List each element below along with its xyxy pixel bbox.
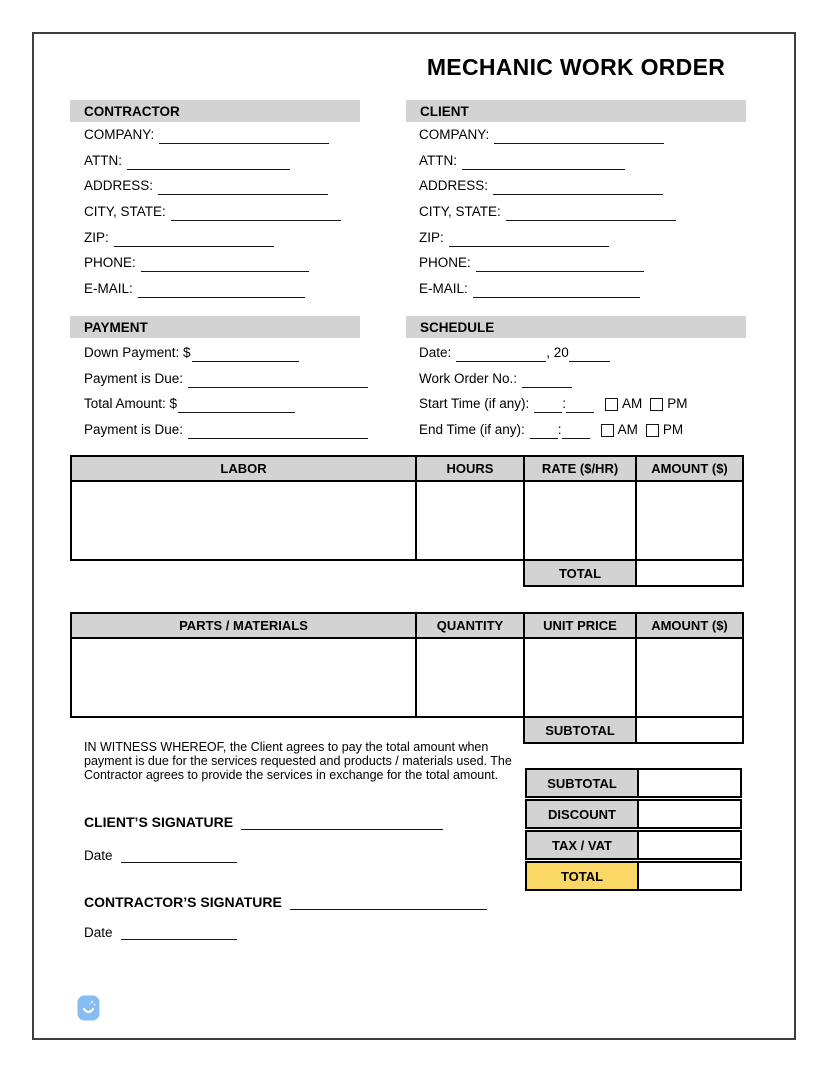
labor-total-row (71, 560, 743, 586)
field-label: PHONE: (84, 255, 136, 271)
date-label: Date (84, 925, 113, 940)
field-row (419, 276, 676, 302)
labor-body-row (71, 481, 743, 560)
field-label: Work Order No.: (419, 370, 518, 386)
date-line[interactable] (121, 847, 237, 863)
year-prefix: , 20 (546, 345, 569, 361)
app-logo-icon (77, 995, 100, 1021)
parts-col-header: PARTS / MATERIALS (71, 613, 416, 638)
field-label: Payment is Due: (84, 370, 184, 386)
am-label: AM (622, 396, 643, 412)
blank-line[interactable] (462, 155, 625, 170)
contractor-signature-row (84, 894, 487, 910)
schedule-section-header: SCHEDULE (406, 316, 746, 338)
blank-line[interactable] (456, 347, 546, 362)
pm-checkbox[interactable] (650, 398, 663, 411)
labor-header-row (71, 456, 743, 481)
page-title: MECHANIC WORK ORDER (426, 54, 726, 80)
parts-header-row (71, 613, 743, 638)
contractor-signature-label: CONTRACTOR’S SIGNATURE (84, 894, 282, 910)
blank-line[interactable] (449, 232, 609, 247)
tax-vat-value-cell[interactable] (639, 830, 742, 860)
field-label: ATTN: (84, 152, 122, 168)
blank-line[interactable] (138, 283, 305, 298)
tax-vat-label: TAX / VAT (525, 830, 639, 860)
spacer-cell (71, 560, 524, 586)
labor-table (70, 455, 744, 587)
amount-col-header: AMOUNT ($) (636, 613, 743, 638)
schedule-work-order-row (419, 366, 688, 392)
labor-input-cell[interactable] (71, 481, 416, 560)
schedule-date-row (419, 340, 688, 366)
schedule-start-time-row (419, 391, 688, 417)
field-row (84, 391, 368, 417)
payment-section-header: PAYMENT (70, 316, 360, 338)
field-row (419, 250, 676, 276)
total-label: TOTAL (525, 861, 639, 891)
payment-fields (84, 340, 368, 442)
field-label: ADDRESS: (419, 178, 489, 194)
totals-box (525, 768, 742, 892)
field-row (84, 224, 341, 250)
blank-line[interactable] (127, 155, 290, 170)
discount-value-cell[interactable] (639, 799, 742, 829)
client-date-row (84, 847, 237, 863)
blank-line[interactable] (473, 283, 640, 298)
labor-col-header: LABOR (71, 456, 416, 481)
labor-total-label: TOTAL (524, 560, 636, 586)
rate-col-header: RATE ($/HR) (524, 456, 636, 481)
blank-line[interactable] (493, 180, 663, 195)
field-row (84, 340, 368, 366)
time-colon: : (557, 422, 562, 438)
total-row (525, 861, 742, 891)
blank-line[interactable] (476, 257, 644, 272)
field-row (419, 173, 676, 199)
blank-line[interactable] (562, 424, 590, 439)
blank-line[interactable] (114, 232, 274, 247)
amount-col-header: AMOUNT ($) (636, 456, 743, 481)
blank-line[interactable] (188, 424, 368, 439)
field-row (84, 199, 341, 225)
parts-table (70, 612, 744, 744)
field-label: Payment is Due: (84, 422, 184, 438)
blank-line[interactable] (178, 398, 295, 413)
field-label: Start Time (if any): (419, 396, 530, 412)
client-fields (419, 122, 676, 301)
field-row (84, 366, 368, 392)
parts-body-row (71, 638, 743, 717)
time-colon: : (562, 396, 567, 412)
field-label: CITY, STATE: (419, 204, 501, 220)
field-label: E-MAIL: (84, 280, 133, 296)
subtotal-value-cell[interactable] (639, 768, 742, 798)
field-label: Down Payment: $ (84, 345, 191, 361)
field-label: ZIP: (419, 229, 444, 245)
quantity-input-cell[interactable] (416, 638, 524, 717)
blank-line[interactable] (569, 347, 610, 362)
labor-total-value-cell[interactable] (636, 560, 743, 586)
contractor-section-header: CONTRACTOR (70, 100, 360, 122)
hours-input-cell[interactable] (416, 481, 524, 560)
blank-line[interactable] (566, 398, 594, 413)
blank-line[interactable] (530, 424, 558, 439)
am-checkbox[interactable] (601, 424, 614, 437)
blank-line[interactable] (506, 206, 676, 221)
rate-input-cell[interactable] (524, 481, 636, 560)
field-row (419, 148, 676, 174)
field-label: ADDRESS: (84, 178, 154, 194)
blank-line[interactable] (159, 129, 329, 144)
blank-line[interactable] (171, 206, 341, 221)
discount-row (525, 799, 742, 829)
discount-label: DISCOUNT (525, 799, 639, 829)
field-row (84, 417, 368, 443)
pm-label: PM (667, 396, 688, 412)
pm-checkbox[interactable] (646, 424, 659, 437)
contractor-fields (84, 122, 341, 301)
field-row (84, 173, 341, 199)
witness-clause: IN WITNESS WHEREOF, the Client agrees to pay the total amount when payment is due for the services requested and products / materials used. The Contractor agrees to provide the services in exchange for the total amount. (84, 740, 512, 782)
blank-line[interactable] (522, 373, 572, 388)
unit-price-input-cell[interactable] (524, 638, 636, 717)
field-label: COMPANY: (84, 127, 155, 143)
unit-price-col-header: UNIT PRICE (524, 613, 636, 638)
am-checkbox[interactable] (605, 398, 618, 411)
signature-line[interactable] (241, 814, 443, 830)
field-label: End Time (if any): (419, 422, 525, 438)
schedule-end-time-row (419, 417, 688, 443)
blank-line[interactable] (158, 180, 328, 195)
client-section-header: CLIENT (406, 100, 746, 122)
field-label: COMPANY: (419, 127, 490, 143)
subtotal-row (525, 768, 742, 798)
blank-line[interactable] (188, 373, 368, 388)
parts-input-cell[interactable] (71, 638, 416, 717)
field-row (419, 122, 676, 148)
pm-label: PM (662, 422, 684, 438)
contractor-date-row (84, 924, 237, 940)
field-row (84, 250, 341, 276)
blank-line[interactable] (141, 257, 309, 272)
client-signature-row (84, 814, 443, 830)
field-label: ZIP: (84, 229, 109, 245)
blank-line[interactable] (192, 347, 299, 362)
tax-vat-row (525, 830, 742, 860)
field-row (419, 224, 676, 250)
field-row (84, 276, 341, 302)
blank-line[interactable] (534, 398, 562, 413)
blank-line[interactable] (494, 129, 664, 144)
date-label: Date (84, 848, 113, 863)
hours-col-header: HOURS (416, 456, 524, 481)
field-label: CITY, STATE: (84, 204, 166, 220)
quantity-col-header: QUANTITY (416, 613, 524, 638)
client-signature-label: CLIENT’S SIGNATURE (84, 814, 234, 830)
field-row (419, 199, 676, 225)
field-row (84, 122, 341, 148)
total-value-cell[interactable] (639, 861, 742, 891)
signature-line[interactable] (290, 894, 487, 910)
field-label: PHONE: (419, 255, 471, 271)
subtotal-label: SUBTOTAL (525, 768, 639, 798)
field-row (84, 148, 341, 174)
am-label: AM (617, 422, 638, 438)
amount-input-cell[interactable] (636, 638, 743, 717)
parts-subtotal-label: SUBTOTAL (524, 717, 636, 743)
date-line[interactable] (121, 924, 237, 940)
amount-input-cell[interactable] (636, 481, 743, 560)
schedule-fields (419, 340, 688, 442)
field-label: E-MAIL: (419, 280, 468, 296)
field-label: Date: (419, 345, 452, 361)
field-label: ATTN: (419, 152, 457, 168)
field-label: Total Amount: $ (84, 396, 178, 412)
parts-subtotal-value-cell[interactable] (636, 717, 743, 743)
